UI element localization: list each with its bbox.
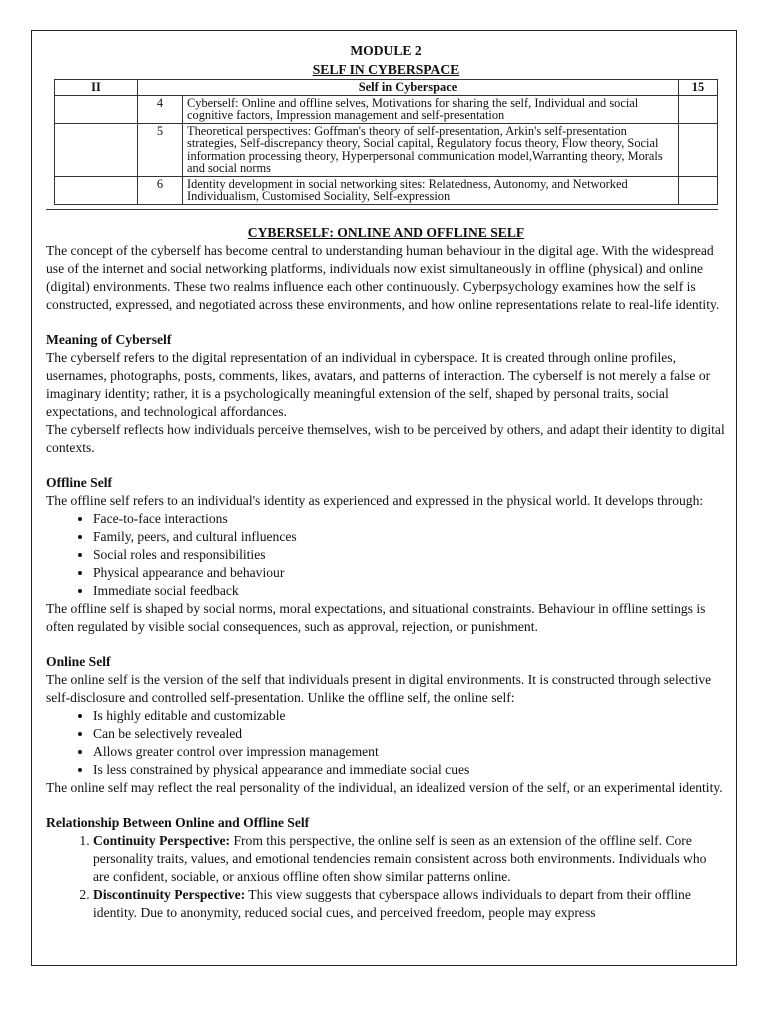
perspective-label: Discontinuity Perspective: bbox=[93, 887, 246, 902]
table-row bbox=[55, 80, 718, 96]
row-text: Cyberself: Online and offline selves, Motivations for sharing the self, Individual and social cognitive factors, Impression management and self-presentation bbox=[183, 95, 679, 123]
list-item: • Allows greater control over impression management bbox=[93, 743, 726, 761]
row-text: Theoretical perspectives: Goffman's theory of self-presentation, Arkin's self-presentation strategies, Self-discrepancy theory, Social capital, Regulatory focus theory, Flow theory, Social information processing theory, Hyperpersonal communication model,Warranting theory, Morals and social norms bbox=[183, 123, 679, 176]
offline-intro: The offline self refers to an individual's identity as experienced and expressed in the physical world. It develops through: bbox=[46, 493, 704, 508]
meaning-paragraph: The cyberself reflects how individuals perceive themselves, wish to be perceived by others, and adapt their identity to digital contexts. bbox=[46, 422, 725, 455]
list-item bbox=[93, 886, 726, 922]
row-number: 6 bbox=[138, 176, 183, 204]
row-text: Identity development in social networking sites: Relatedness, Autonomy, and Networked Individualism, Customised Sociality, Self-expression bbox=[183, 176, 679, 204]
relationship-list bbox=[46, 832, 726, 922]
offline-heading: Offline Self bbox=[46, 475, 113, 490]
table-row bbox=[55, 95, 718, 123]
document-body bbox=[46, 40, 726, 922]
offline-outro: The offline self is shaped by social norms, moral expectations, and situational constraints. Behaviour in offline settings is often regulated by visible social consequences, such as approval, rejection, or punishment. bbox=[46, 601, 706, 634]
list-item: • Immediate social feedback bbox=[93, 582, 726, 600]
relationship-heading: Relationship Between Online and Offline Self bbox=[46, 815, 310, 830]
list-item: • Is less constrained by physical appearance and immediate social cues bbox=[93, 761, 726, 779]
list-item bbox=[93, 832, 726, 886]
hours-cell: 15 bbox=[679, 80, 718, 96]
section-title: CYBERSELF: ONLINE AND OFFLINE SELF bbox=[247, 225, 525, 240]
meaning-heading: Meaning of Cyberself bbox=[46, 332, 172, 347]
list-item: • Can be selectively revealed bbox=[93, 725, 726, 743]
list-item: • Family, peers, and cultural influences bbox=[93, 528, 726, 546]
perspective-text: From this perspective, the online self is seen as an extension of the offline self. Core personality traits, values, and emotional tendencies remain consistent across both environments. Individuals who are confident, sociable, or anxious offline often show similar patterns online. bbox=[93, 833, 707, 884]
perspective-text: This view suggests that cyberspace allows individuals to depart from their offline identity. Due to anonymity, reduced social cues, and perceived freedom, people may express bbox=[93, 887, 691, 920]
row-number: 5 bbox=[138, 123, 183, 176]
list-item: • Physical appearance and behaviour bbox=[93, 564, 726, 582]
perspective-label: Continuity Perspective: bbox=[93, 833, 231, 848]
intro-paragraph: The concept of the cyberself has become central to understanding human behaviour in the digital age. With the widespread use of the internet and social networking platforms, individuals now exist simultaneously in offline (physical) and online (digital) environments. These two realms influence each other continuously. Cyberpsychology examines how the self is constructed, expressed, and negotiated across these environments, and how online representations relate to real-life identity. bbox=[46, 243, 720, 312]
module-title: SELF IN CYBERSPACE bbox=[312, 62, 460, 77]
syllabus-table bbox=[54, 79, 718, 205]
table-row bbox=[55, 176, 718, 204]
online-heading: Online Self bbox=[46, 654, 111, 669]
unit-heading: Self in Cyberspace bbox=[138, 80, 679, 96]
offline-list bbox=[46, 510, 726, 600]
online-list bbox=[46, 707, 726, 779]
syllabus-table-wrapper bbox=[46, 78, 718, 210]
table-row bbox=[55, 123, 718, 176]
meaning-paragraph: The cyberself refers to the digital representation of an individual in cyberspace. It is created through online profiles, usernames, photographs, posts, comments, likes, avatars, and patterns of interaction. The cyberself is not merely a false or imaginary identity; rather, it is a psychologically meaningful extension of the self, shaped by personal traits, social expectations, and technological affordances. bbox=[46, 350, 711, 419]
online-outro: The online self may reflect the real personality of the individual, an idealized version of the self, or an experimental identity. bbox=[46, 780, 723, 795]
list-item: • Is highly editable and customizable bbox=[93, 707, 726, 725]
list-item: • Social roles and responsibilities bbox=[93, 546, 726, 564]
list-item: • Face-to-face interactions bbox=[93, 510, 726, 528]
unit-cell: II bbox=[55, 80, 138, 96]
online-intro: The online self is the version of the self that individuals present in digital environments. It is constructed through selective self-disclosure and controlled self-presentation. Unlike the offline self, the online self: bbox=[46, 672, 712, 705]
module-label: MODULE 2 bbox=[350, 43, 422, 58]
row-number: 4 bbox=[138, 95, 183, 123]
